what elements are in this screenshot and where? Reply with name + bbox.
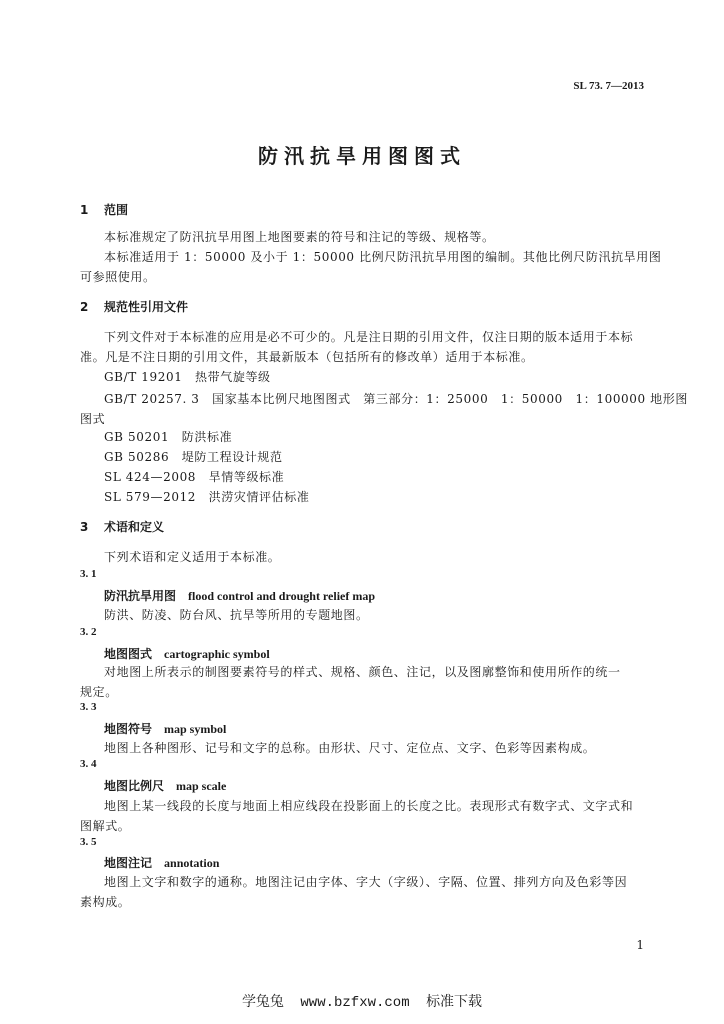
term-heading — [104, 777, 226, 794]
footer-url[interactable]: www.bzfxw.com — [300, 995, 410, 1011]
page-title: 防汛抗旱用图图式 — [258, 144, 466, 168]
term-en: cartographic symbol — [164, 647, 270, 661]
term-en: flood control and drought relief map — [188, 589, 376, 603]
clause-number: 3. 4 — [80, 758, 97, 770]
reference-item: GB/T 20257. 3 国家基本比例尺地图图式 第三部分：1：25000 1：50000 1：100000 地形图 — [104, 392, 688, 406]
section-heading-2 — [80, 298, 188, 315]
term-zh: 防汛抗旱用图 — [104, 589, 177, 603]
term-definition: 图解式。 — [80, 819, 131, 833]
page-number: 1 — [636, 938, 644, 952]
paragraph: 准。凡是不注日期的引用文件，其最新版本（包括所有的修改单）适用于本标准。 — [80, 350, 534, 364]
standard-code: SL 73. 7—2013 — [573, 80, 644, 92]
term-definition: 素构成。 — [80, 895, 131, 909]
section-number: 1 — [80, 203, 89, 217]
term-heading — [104, 587, 375, 604]
term-definition: 地图上各种图形、记号和文字的总称。由形状、尺寸、定位点、文字、色彩等因素构成。 — [104, 741, 596, 755]
term-zh: 地图图式 — [104, 647, 153, 661]
term-definition: 规定。 — [80, 685, 118, 699]
term-heading — [104, 645, 270, 662]
paragraph: 本标准规定了防汛抗旱用图上地图要素的符号和注记的等级、规格等。 — [104, 230, 495, 244]
term-en: map scale — [176, 779, 227, 793]
term-zh: 地图比例尺 — [104, 779, 165, 793]
term-zh: 地图注记 — [104, 856, 153, 870]
footer-watermark — [0, 991, 724, 1011]
clause-number: 3. 1 — [80, 568, 97, 580]
term-heading — [104, 720, 226, 737]
section-title: 范围 — [104, 203, 129, 217]
reference-item: SL 424—2008 旱情等级标准 — [104, 470, 285, 484]
term-definition: 防洪、防凌、防台风、抗旱等所用的专题地图。 — [104, 608, 369, 622]
section-number: 3 — [80, 520, 89, 534]
term-zh: 地图符号 — [104, 722, 153, 736]
term-definition: 对地图上所表示的制图要素符号的样式、规格、颜色、注记，以及图廓整饰和使用所作的统一 — [104, 665, 621, 679]
reference-item: GB 50286 堤防工程设计规范 — [104, 450, 283, 464]
term-definition: 地图上文字和数字的通称。地图注记由字体、字大（字级）、字隔、位置、排列方向及色彩等因 — [104, 875, 628, 889]
footer-tagline: 标准下载 — [426, 994, 483, 1010]
term-en: map symbol — [164, 722, 227, 736]
reference-item: GB/T 19201 热带气旋等级 — [104, 370, 271, 384]
paragraph: 可参照使用。 — [80, 270, 156, 284]
paragraph: 本标准适用于 1：50000 及小于 1：50000 比例尺防汛抗旱用图的编制。其他比例尺防汛抗旱用图 — [104, 250, 662, 264]
clause-number: 3. 3 — [80, 701, 97, 713]
section-number: 2 — [80, 300, 89, 314]
reference-item: GB 50201 防洪标准 — [104, 430, 233, 444]
paragraph: 下列文件对于本标准的应用是必不可少的。凡是注日期的引用文件，仅注日期的版本适用于本标 — [104, 330, 634, 344]
term-en: annotation — [164, 856, 220, 870]
section-heading-1 — [80, 201, 128, 218]
footer-site-name: 学兔兔 — [241, 994, 284, 1010]
reference-item: 图式 — [80, 412, 106, 426]
paragraph: 下列术语和定义适用于本标准。 — [104, 550, 281, 564]
section-title: 规范性引用文件 — [104, 300, 189, 314]
term-definition: 地图上某一线段的长度与地面上相应线段在投影面上的长度之比。表现形式有数字式、文字式和 — [104, 799, 634, 813]
section-heading-3 — [80, 518, 164, 535]
clause-number: 3. 5 — [80, 836, 97, 848]
term-heading — [104, 854, 219, 871]
section-title: 术语和定义 — [104, 520, 165, 534]
clause-number: 3. 2 — [80, 626, 97, 638]
reference-item: SL 579—2012 洪涝灾情评估标准 — [104, 490, 310, 504]
